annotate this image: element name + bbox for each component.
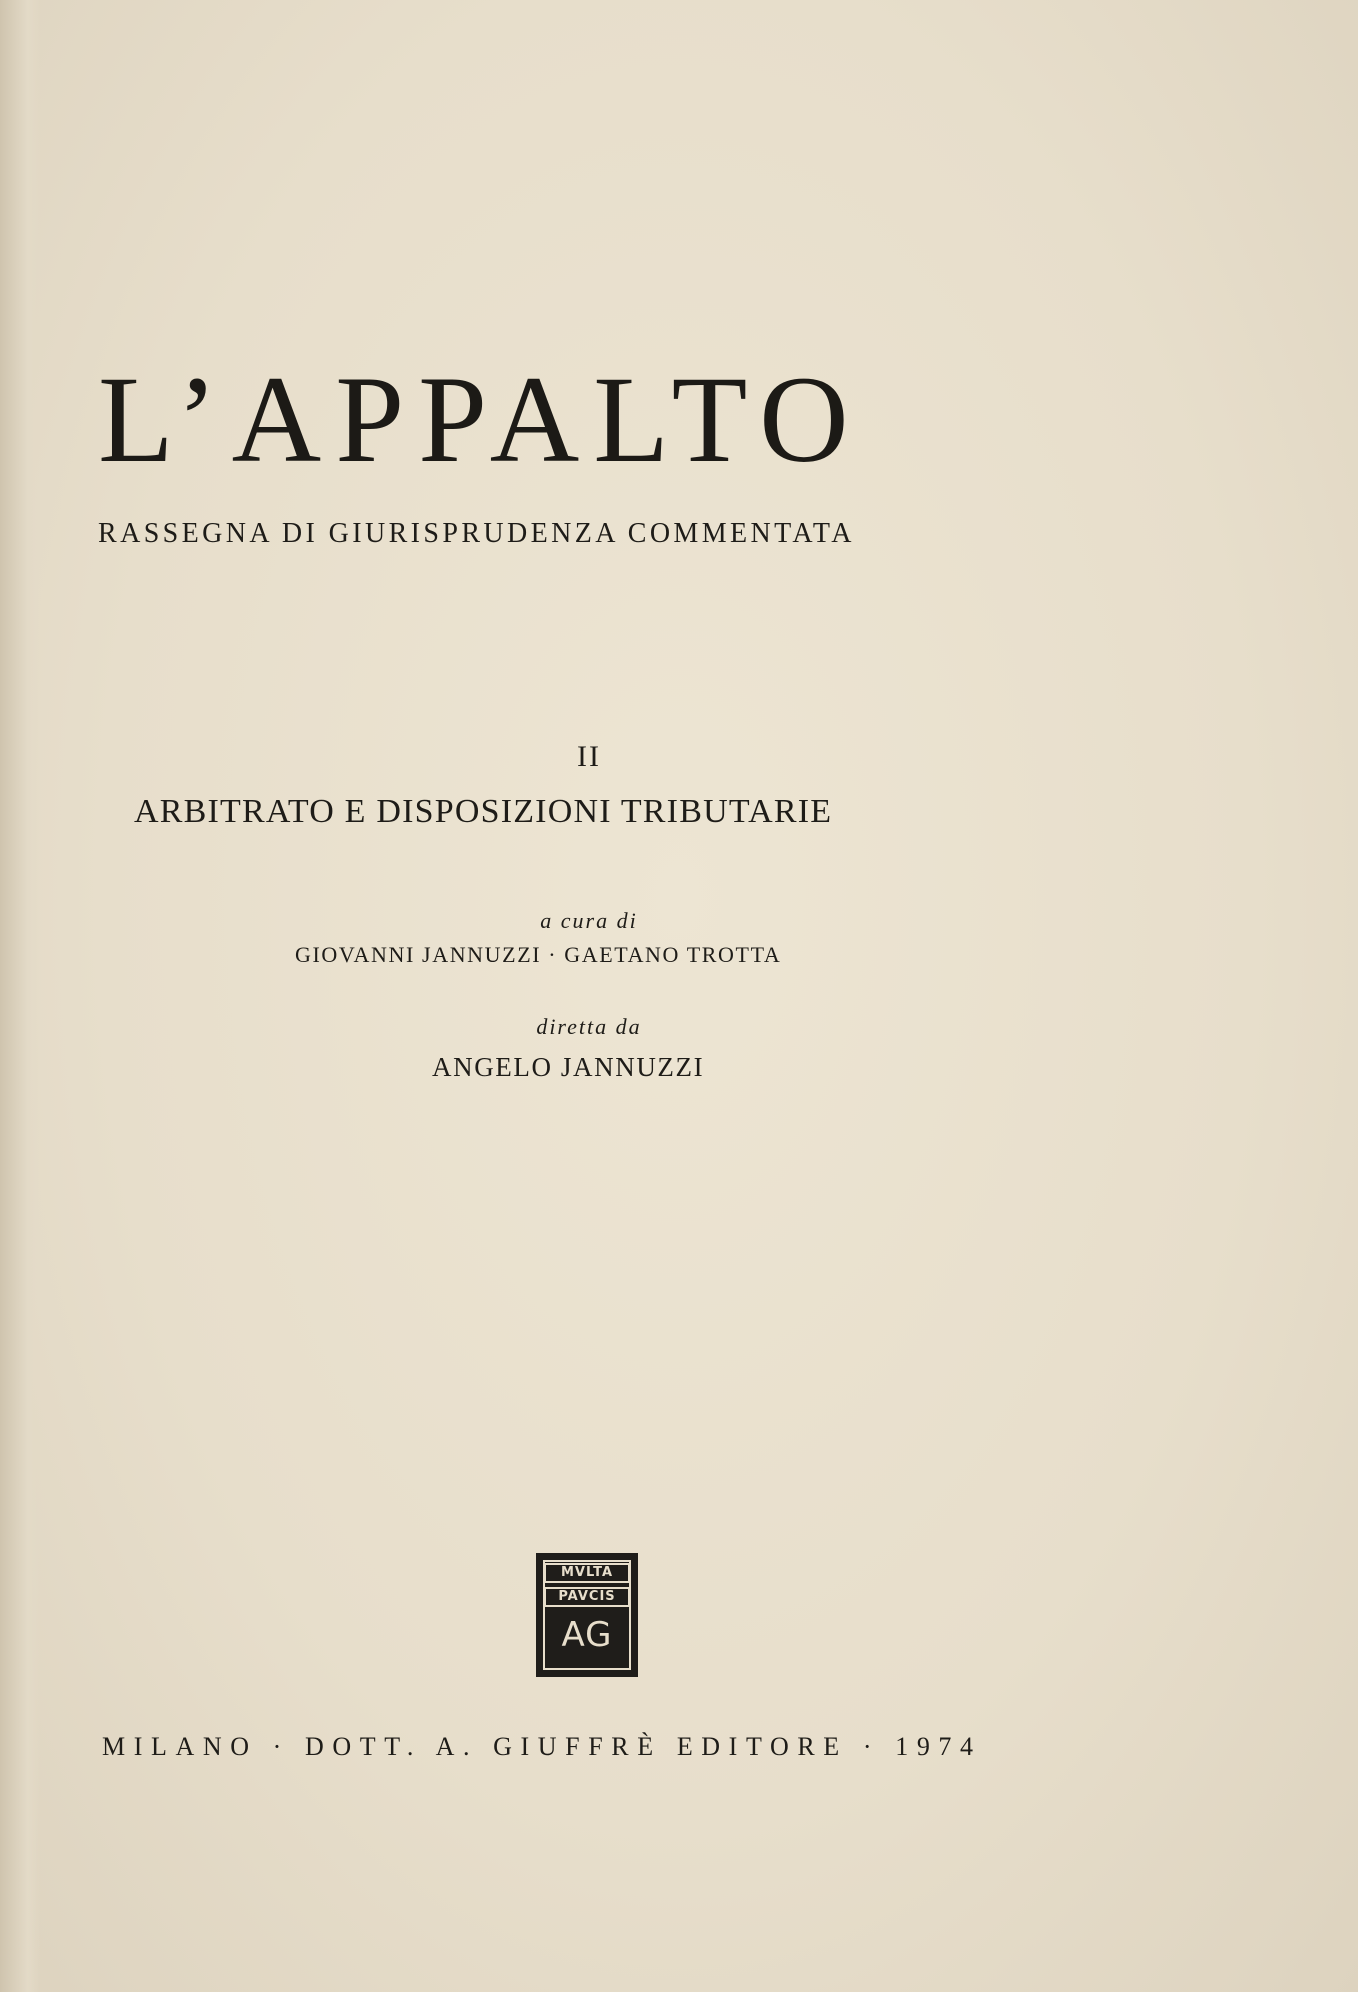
volume-title: ARBITRATO E DISPOSIZIONI TRIBUTARIE xyxy=(134,793,833,830)
page-edge-shadow xyxy=(0,0,40,1992)
publisher-logo-line-2: PAVCIS xyxy=(544,1587,630,1607)
publisher-imprint: MILANO · DOTT. A. GIUFFRÈ EDITORE · 1974 xyxy=(102,1732,982,1761)
publisher-logo xyxy=(536,1553,638,1677)
volume-number: II xyxy=(577,740,601,773)
editor-names: GIOVANNI JANNUZZI · GAETANO TROTTA xyxy=(295,942,782,967)
publisher-logo-line-1: MVLTA xyxy=(544,1563,630,1583)
curated-by-label: a cura di xyxy=(540,908,638,933)
publisher-logo-mark: AG xyxy=(561,1615,613,1655)
directed-by-label: diretta da xyxy=(536,1014,642,1039)
director-name: ANGELO JANNUZZI xyxy=(432,1052,705,1082)
book-subtitle: RASSEGNA DI GIURISPRUDENZA COMMENTATA xyxy=(98,518,855,549)
book-title: L’APPALTO xyxy=(98,351,863,488)
